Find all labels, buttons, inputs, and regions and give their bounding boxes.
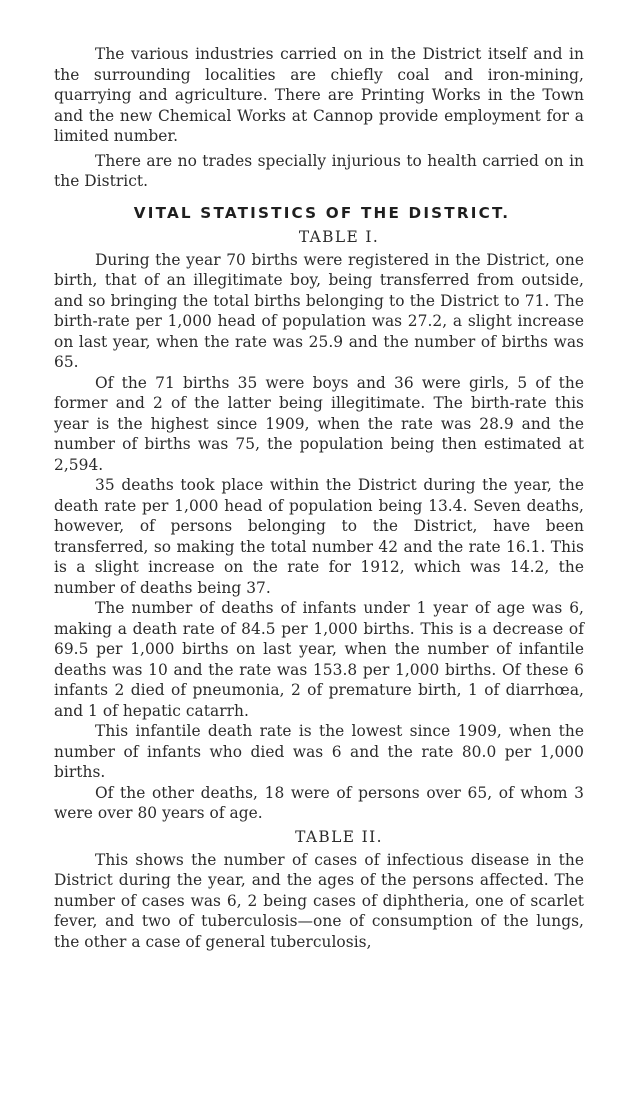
table-1-paragraph-births: During the year 70 births were registered in the District, one birth, that of an illegitimate boy, being transferred from outside, and so bringing the total births belonging to the District to 71. The birth-rate per 1,000 head of population was 27.2, a slight increase on last year, when the rate was 25.9 and the number of births was 65.	[54, 250, 584, 371]
document-page	[54, 44, 584, 952]
table-1-paragraph-other-deaths: Of the other deaths, 18 were of persons over 65, of whom 3 were over 80 years of age.	[54, 783, 584, 822]
table-1-paragraph-boys-girls: Of the 71 births 35 were boys and 36 were girls, 5 of the former and 2 of the latter being illegitimate. The birth-rate this year is the highest since 1909, when the rate was 28.9 and the number of births was 75, the population being then estimated at 2,594.	[54, 373, 584, 474]
table-2-paragraph-infectious: This shows the number of cases of infectious disease in the District during the year, and the ages of the persons affected. The number of cases was 6, 2 being cases of diphtheria, one of scarlet fever, and two of tuberculosis—one of consumption of the lungs, the other a case of general tuberculosis,	[54, 850, 584, 951]
table-1-paragraph-deaths: 35 deaths took place within the District during the year, the death rate per 1,000 head of population being 13.4. Seven deaths, however, of persons belonging to the District, have been transferred, so making the total number 42 and the rate 16.1. This is a slight increase on the rate for 1912, which was 14.2, the number of deaths being 37.	[54, 476, 584, 597]
intro-paragraph-trades: There are no trades specially injurious to health carried on in the District.	[54, 151, 584, 190]
table-1-title: TABLE I.	[298, 227, 380, 246]
table-2-title: TABLE II.	[295, 827, 383, 846]
intro-paragraph-industries: The various industries carried on in the District itself and in the surrounding localities are chiefly coal and iron-mining, quarrying and agriculture. There are Printing Works in the Town and the new Chemical Works at Cannop provide employment for a limited number.	[54, 45, 584, 145]
table-1-paragraph-infant-deaths: The number of deaths of infants under 1 year of age was 6, making a death rate of 84.5 per 1,000 births. This is a decrease of 69.5 per 1,000 births on last year, when the number of infantile deaths was 10 and the rate was 153.8 per 1,000 births. Of these 6 infants 2 died of pneumonia, 2 of premature birth, 1 of diarrhœa, and 1 of hepatic catarrh.	[54, 599, 584, 720]
table-1-paragraph-infant-rate: This infantile death rate is the lowest since 1909, when the number of infants who died was 6 and the rate 80.0 per 1,000 births.	[54, 722, 584, 781]
section-heading: VITAL STATISTICS OF THE DISTRICT.	[133, 203, 511, 222]
